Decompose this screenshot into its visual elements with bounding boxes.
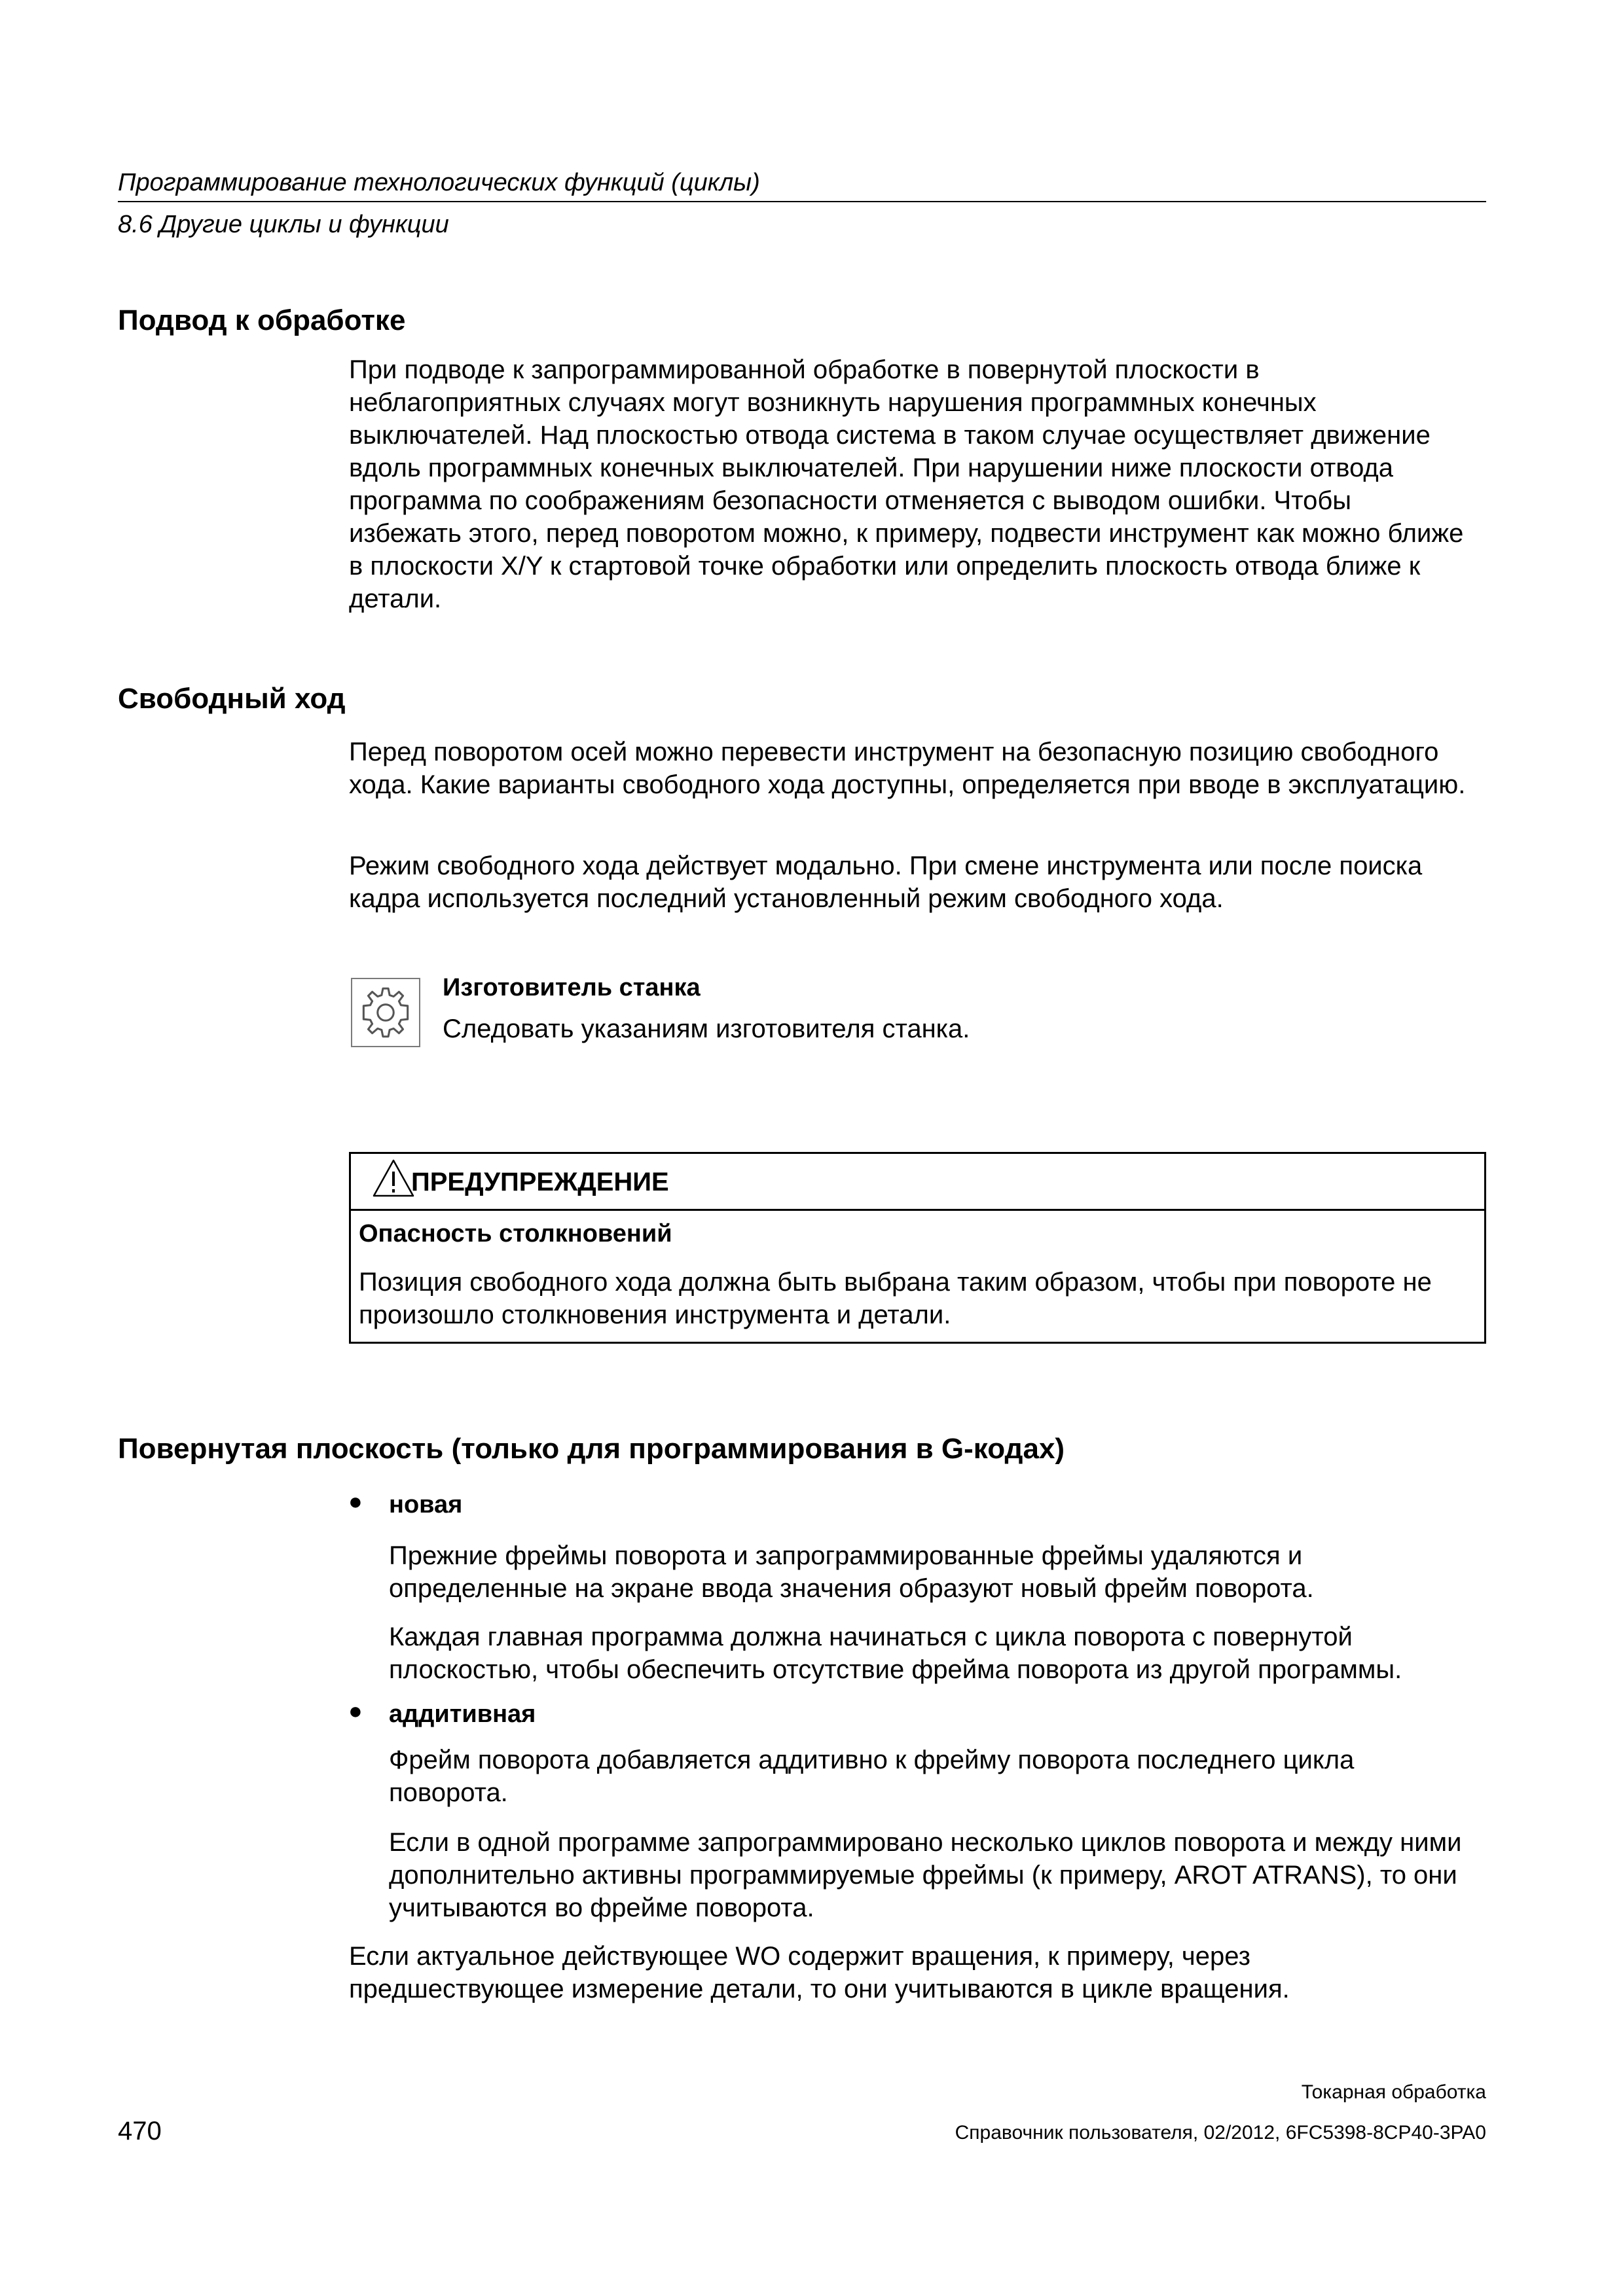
list-item-new-label: новая	[389, 1491, 463, 1518]
heading-approach: Подвод к обработке	[118, 304, 406, 336]
manufacturer-note-title: Изготовитель станка	[443, 974, 701, 1001]
warning-label: ПРЕДУПРЕЖДЕНИЕ	[411, 1168, 669, 1196]
bullet-marker: ●	[348, 1697, 363, 1724]
warning-triangle-icon	[372, 1158, 415, 1198]
warning-text: Позиция свободного хода должна быть выбрана таким образом, чтобы при повороте не произошло столкновения инструмента и детали.	[359, 1268, 1432, 1329]
paragraph-free-travel-2: Режим свободного хода действует модально. При смене инструмента или после поиска кадра используется последний установленный режим свободного хода.	[349, 852, 1423, 913]
heading-free-travel: Свободный ход	[118, 683, 346, 715]
list-item-new-paragraph-1: Прежние фреймы поворота и запрограммированные фреймы удаляются и определенные на экране ввода значения образуют новый фрейм поворота.	[389, 1541, 1314, 1603]
footer-reference: Справочник пользователя, 02/2012, 6FC5398-8CP40-3PA0	[955, 2122, 1486, 2144]
bullet-marker: ●	[348, 1488, 363, 1515]
list-item-additive-paragraph-1: Фрейм поворота добавляется аддитивно к фрейму поворота последнего цикла поворота.	[389, 1746, 1355, 1807]
list-item-additive-paragraph-2: Если в одной программе запрограммировано несколько циклов поворота и между ними дополнительно активны программируемые фреймы (к примеру, AROT ATRANS), то они учитываются во фрейме поворота.	[389, 1828, 1462, 1922]
footer-book-title: Токарная обработка	[1301, 2081, 1486, 2103]
list-item-new-paragraph-2: Каждая главная программа должна начинаться с цикла поворота с повернутой плоскостью, чтобы обеспечить отсутствие фрейма поворота из другой программы.	[389, 1623, 1402, 1684]
paragraph-rotation-note: Если актуальное действующее WO содержит вращения, к примеру, через предшествующее измерение детали, то они учитываются в цикле вращения.	[349, 1942, 1290, 2003]
header-rule	[118, 201, 1486, 202]
manufacturer-icon-frame	[351, 978, 420, 1047]
warning-separator	[349, 1209, 1486, 1211]
page-number: 470	[118, 2117, 162, 2145]
warning-subtitle: Опасность столкновений	[359, 1220, 672, 1247]
running-header-section: 8.6 Другие циклы и функции	[118, 211, 449, 238]
running-header-chapter: Программирование технологических функций (циклы)	[118, 169, 760, 196]
paragraph-approach: При подводе к запрограммированной обработке в повернутой плоскости в неблагоприятных случаях могут возникнуть нарушения программных конечных выключателей. Над плоскостью отвода система в таком случае осуществляет движение вдоль программных конечных выключателей. При нарушении ниже плоскости отвода программа по соображениям безопасности отменяется с выводом ошибки. Чтобы избежать этого, перед поворотом можно, к примеру, подвести инструмент как можно ближе в плоскости X/Y к стартовой точке обработки или определить плоскость отвода ближе к детали.	[349, 355, 1464, 613]
list-item-additive-label: аддитивная	[389, 1700, 536, 1728]
manufacturer-note-text: Следовать указаниям изготовителя станка.	[443, 1014, 970, 1043]
paragraph-free-travel-1: Перед поворотом осей можно перевести инструмент на безопасную позицию свободного хода. Какие варианты свободного хода доступны, определяется при вводе в эксплуатацию.	[349, 738, 1466, 799]
heading-rotated-plane: Повернутая плоскость (только для программирования в G-кодах)	[118, 1433, 1065, 1465]
gear-icon	[352, 979, 419, 1046]
